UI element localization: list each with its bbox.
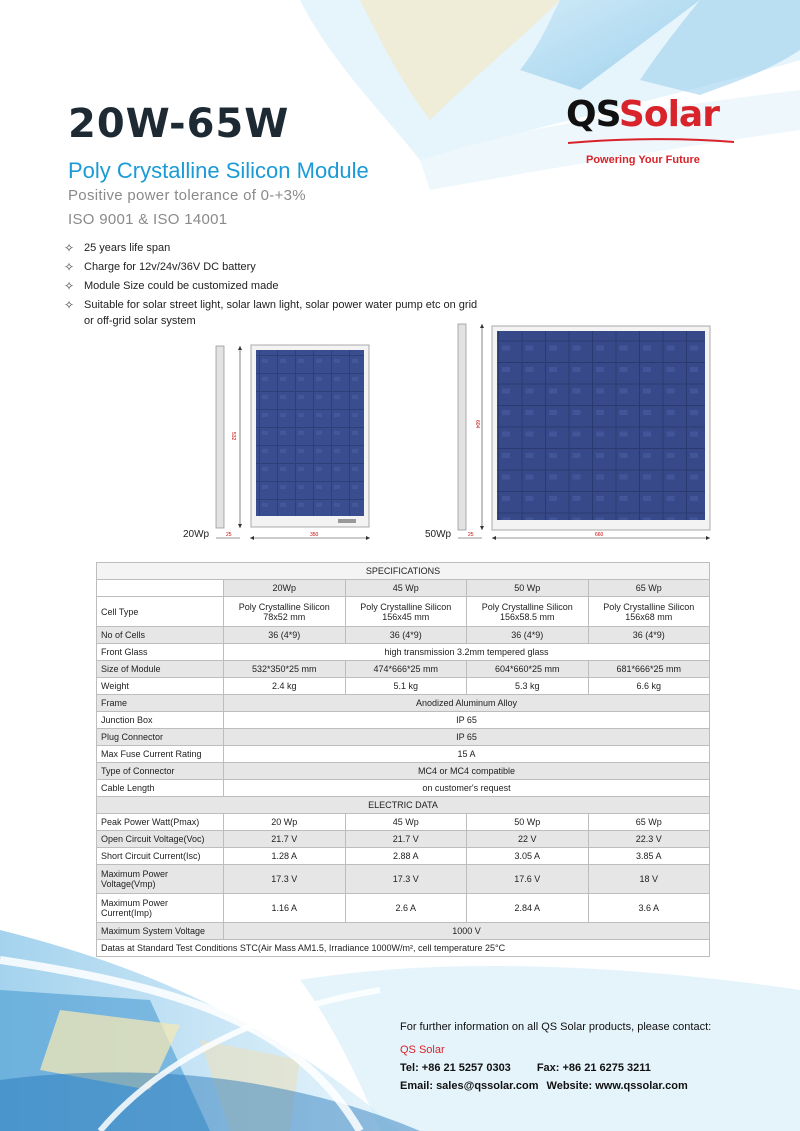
model-header: 50 Wp (467, 580, 589, 597)
table-cell: 45 Wp (345, 814, 467, 831)
row-label: Size of Module (97, 661, 224, 678)
table-row (97, 780, 710, 797)
panel-50w-drawing (458, 324, 710, 540)
feature-text: Suitable for solar street light, solar lawn light, solar power water pump etc on grid or off-grid solar system (84, 299, 478, 327)
model-header: 45 Wp (345, 580, 467, 597)
table-cell: 604*660*25 mm (467, 661, 589, 678)
table-cell: high transmission 3.2mm tempered glass (224, 644, 710, 661)
table-cell: Poly Crystalline Silicon 78x52 mm (224, 597, 346, 627)
drawing-caption-50w: 50Wp (425, 529, 452, 540)
table-section-header (97, 797, 710, 814)
table-cell: 50 Wp (467, 814, 589, 831)
row-label: Peak Power Watt(Pmax) (97, 814, 224, 831)
height-dimension-label: 604 (474, 420, 480, 429)
row-label: Maximum Power Voltage(Vmp) (97, 865, 224, 894)
table-cell: 21.7 V (224, 831, 346, 848)
table-cell: 36 (4*9) (467, 627, 589, 644)
table-cell: 22 V (467, 831, 589, 848)
star-bullet-icon: ✧ (64, 241, 75, 255)
table-cell: on customer's request (224, 780, 710, 797)
table-cell: 2.4 kg (224, 678, 346, 695)
row-label: No of Cells (97, 627, 224, 644)
table-row (97, 763, 710, 780)
contact-block (400, 1020, 711, 1097)
table-row (97, 644, 710, 661)
logo-tagline: Powering Your Future (586, 154, 700, 166)
row-label: Max Fuse Current Rating (97, 746, 224, 763)
table-cell: Poly Crystalline Silicon 156x68 mm (588, 597, 710, 627)
table-cell: 681*666*25 mm (588, 661, 710, 678)
spec-table (96, 562, 710, 957)
table-row (97, 865, 710, 894)
table-row (97, 894, 710, 923)
table-row (97, 580, 710, 597)
brand-logo (566, 96, 736, 166)
electric-section-title: ELECTRIC DATA (97, 797, 710, 814)
row-label: Maximum Power Current(Imp) (97, 894, 224, 923)
logo-swoosh-icon (566, 137, 736, 147)
table-row (97, 695, 710, 712)
row-label: Maximum System Voltage (97, 923, 224, 940)
feature-item (64, 240, 484, 256)
row-label: Junction Box (97, 712, 224, 729)
iso-text: ISO 9001 & ISO 14001 (68, 211, 228, 228)
table-row (97, 746, 710, 763)
panel-cells (497, 331, 705, 520)
page-title: 20W-65W (68, 101, 290, 147)
side-frame-profile (216, 346, 224, 528)
stc-note: Datas at Standard Test Conditions STC(Air Mass AM1.5, Irradiance 1000W/m², cell temperature 25°C (97, 940, 710, 957)
row-label: Short Circuit Current(Isc) (97, 848, 224, 865)
row-label: Frame (97, 695, 224, 712)
table-cell: 65 Wp (588, 814, 710, 831)
logo-solar-text: Solar (618, 94, 719, 135)
table-cell: 22.3 V (588, 831, 710, 848)
table-row (97, 627, 710, 644)
table-row (97, 729, 710, 746)
star-bullet-icon: ✧ (64, 298, 75, 312)
table-cell: MC4 or MC4 compatible (224, 763, 710, 780)
table-section-header (97, 563, 710, 580)
table-cell: 36 (4*9) (224, 627, 346, 644)
contact-fax: Fax: +86 21 6275 3211 (536, 1062, 651, 1074)
table-row (97, 940, 710, 957)
table-cell: IP 65 (224, 712, 710, 729)
table-cell: 6.6 kg (588, 678, 710, 695)
table-row (97, 712, 710, 729)
table-cell: 18 V (588, 865, 710, 894)
table-cell: 474*666*25 mm (345, 661, 467, 678)
table-cell: Anodized Aluminum Alloy (224, 695, 710, 712)
row-label: Open Circuit Voltage(Voc) (97, 831, 224, 848)
table-cell: 17.3 V (345, 865, 467, 894)
table-row (97, 597, 710, 627)
row-label: Cable Length (97, 780, 224, 797)
star-bullet-icon: ✧ (64, 279, 75, 293)
table-cell: 3.05 A (467, 848, 589, 865)
feature-list (64, 240, 484, 332)
row-label: Type of Connector (97, 763, 224, 780)
feature-item (64, 259, 484, 275)
table-cell: 1000 V (224, 923, 710, 940)
feature-text: Module Size could be customized made (84, 280, 279, 292)
table-cell: 2.6 A (345, 894, 467, 923)
contact-company: QS Solar (400, 1044, 445, 1056)
table-cell: Poly Crystalline Silicon 156x58.5 mm (467, 597, 589, 627)
spec-section-title: SPECIFICATIONS (97, 563, 710, 580)
table-cell: 17.3 V (224, 865, 346, 894)
row-label: Plug Connector (97, 729, 224, 746)
table-cell: 17.6 V (467, 865, 589, 894)
table-row (97, 848, 710, 865)
panel-cells (256, 350, 364, 516)
table-row (97, 923, 710, 940)
panel-drawings (170, 320, 730, 550)
row-label: Front Glass (97, 644, 224, 661)
table-cell: 532*350*25 mm (224, 661, 346, 678)
feature-text: Charge for 12v/24v/36V DC battery (84, 261, 256, 273)
feature-item (64, 278, 484, 294)
table-cell: 3.85 A (588, 848, 710, 865)
model-header: 20Wp (224, 580, 346, 597)
table-cell: 21.7 V (345, 831, 467, 848)
feature-text: 25 years life span (84, 242, 171, 254)
table-cell: 1.28 A (224, 848, 346, 865)
table-cell: 1.16 A (224, 894, 346, 923)
table-cell: 5.3 kg (467, 678, 589, 695)
table-cell: 36 (4*9) (588, 627, 710, 644)
model-header: 65 Wp (588, 580, 710, 597)
row-label: Weight (97, 678, 224, 695)
width-dimension-label: 350 (310, 532, 319, 538)
table-cell: 2.84 A (467, 894, 589, 923)
depth-dimension-label: 25 (226, 532, 232, 538)
table-cell: 2.88 A (345, 848, 467, 865)
width-dimension-label: 660 (595, 532, 604, 538)
contact-website[interactable]: Website: www.qssolar.com (546, 1080, 688, 1092)
table-cell: 20 Wp (224, 814, 346, 831)
tolerance-text: Positive power tolerance of 0-+3% (68, 187, 306, 204)
logo-qs-text: QS (566, 94, 619, 135)
contact-email[interactable]: Email: sales@qssolar.com (400, 1080, 539, 1092)
table-cell: 3.6 A (588, 894, 710, 923)
spec-table-wrapper (96, 562, 710, 957)
star-bullet-icon: ✧ (64, 260, 75, 274)
drawing-caption-20w: 20Wp (183, 529, 210, 540)
height-dimension-label: 532 (230, 432, 236, 441)
contact-tel: Tel: +86 21 5257 0303 (400, 1062, 511, 1074)
contact-intro: For further information on all QS Solar products, please contact: (400, 1021, 712, 1033)
panel-20w-drawing (216, 345, 370, 540)
table-cell: 15 A (224, 746, 710, 763)
depth-dimension-label: 25 (468, 532, 474, 538)
row-label: Cell Type (97, 597, 224, 627)
table-row (97, 831, 710, 848)
table-row (97, 661, 710, 678)
table-cell: IP 65 (224, 729, 710, 746)
table-cell: 36 (4*9) (345, 627, 467, 644)
table-cell: Poly Crystalline Silicon 156x45 mm (345, 597, 467, 627)
table-cell: 5.1 kg (345, 678, 467, 695)
product-subtitle: Poly Crystalline Silicon Module (68, 158, 369, 183)
table-row (97, 814, 710, 831)
side-frame-profile (458, 324, 466, 530)
table-row (97, 678, 710, 695)
